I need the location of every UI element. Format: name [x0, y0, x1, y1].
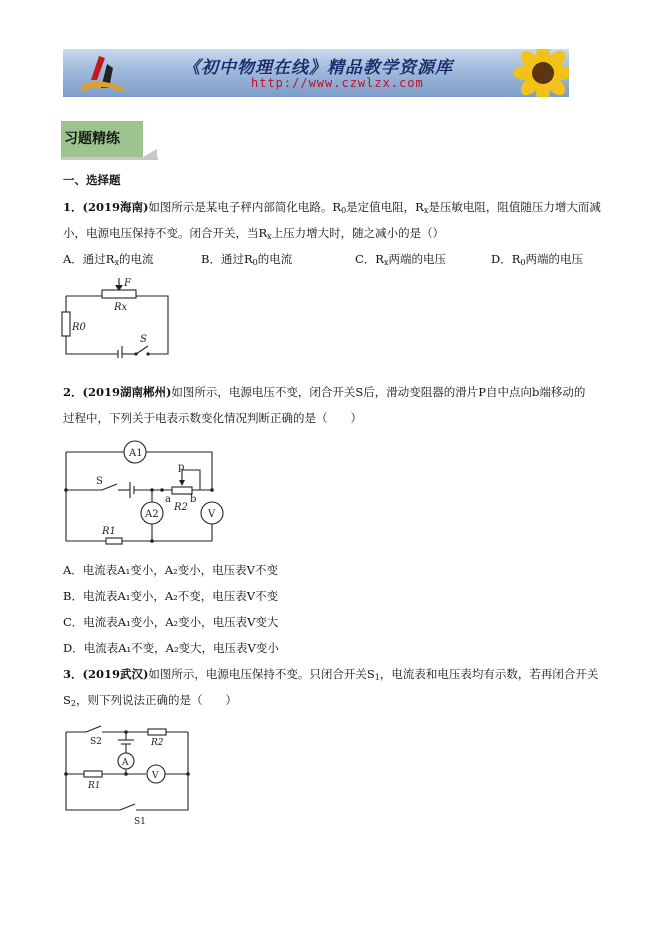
q1-text-c: 是压敏电阻，阻值随压力增大而减	[428, 200, 601, 214]
q2-label-a2: A2	[145, 509, 159, 520]
q1-label-rx: Rx	[114, 302, 128, 313]
q2-label-v: V	[208, 509, 216, 520]
q1-option-b[interactable]	[201, 251, 292, 267]
q1-opt-b-text: B．通过R	[201, 252, 253, 266]
q2-line1	[63, 384, 585, 400]
q3-line2	[63, 692, 237, 712]
banner-url[interactable]: http://www.czwlzx.com	[251, 76, 424, 90]
q1-subx: x	[423, 206, 429, 215]
q1-line2	[63, 225, 444, 245]
q3-label-a: A	[122, 758, 129, 768]
q2-label-p: p	[178, 462, 185, 473]
logo-icon	[77, 54, 127, 94]
q3-label-v: V	[152, 771, 159, 781]
q1-label-s: S	[140, 334, 147, 345]
q3-label-s2: S2	[90, 737, 102, 747]
q3-label-s1: S1	[134, 817, 146, 827]
q3-sub1: 1	[374, 673, 380, 682]
q1-opt-a-sub: x	[114, 258, 119, 267]
q3-text-a: 如图所示，电源电压保持不变。只闭合开关S	[148, 667, 375, 681]
q1-label-r0: R0	[72, 322, 86, 333]
q2-circuit-diagram	[62, 440, 234, 552]
q1-opt-b-sub: 0	[252, 258, 258, 267]
q2-option-a[interactable]: A．电流表A₁变小，A₂变小，电压表V不变	[63, 563, 278, 577]
q3-line2-b: ，则下列说法正确的是（ ）	[75, 693, 237, 707]
q1-text-a: 如图所示是某电子秤内部简化电路。R	[148, 200, 342, 214]
q2-label-r1: R1	[102, 526, 116, 537]
part-title: 一、选择题	[63, 173, 121, 187]
q3-label-r1: R1	[88, 781, 101, 791]
q1-sub0: 0	[341, 206, 347, 215]
q2-option-b[interactable]: B．电流表A₁变小，A₂不变，电压表V不变	[63, 589, 279, 603]
q3-line1	[63, 666, 598, 686]
q1-opt-a-end: 的电流	[118, 252, 154, 266]
q3-text-b: ，电流表和电压表均有示数，若再闭合开关	[379, 667, 599, 681]
q2-number: 2．	[63, 385, 83, 399]
q1-line2-b: 上压力增大时，随之减小的是（）	[271, 226, 445, 240]
q1-line2-a: 小，电源电压保持不变。闭合开关，当R	[63, 226, 268, 240]
q1-line1	[63, 199, 601, 219]
q1-circuit-diagram	[58, 276, 174, 358]
q1-opt-d-sub: 0	[520, 258, 526, 267]
q2-label-b: b	[190, 494, 197, 505]
q1-opt-c-text: C．R	[355, 252, 384, 266]
q3-number: 3．	[63, 667, 83, 681]
q2-label-s: S	[96, 476, 103, 487]
q1-opt-b-end: 的电流	[257, 252, 293, 266]
q3-source: (2019武汉)	[82, 667, 149, 681]
banner-title: 《初中物理在线》精品教学资源库	[183, 58, 453, 78]
section-underline	[61, 157, 158, 160]
q1-opt-d-text: D．R	[491, 252, 521, 266]
q1-option-a[interactable]	[63, 251, 153, 267]
q2-option-d[interactable]: D．电流表A₁不变，A₂变大，电压表V变小	[63, 641, 279, 655]
q2-source: (2019湖南郴州)	[82, 385, 172, 399]
q1-opt-a-text: A．通过R	[63, 252, 115, 266]
section-corner	[143, 149, 157, 157]
q1-opt-d-end: 两端的电压	[525, 252, 583, 266]
q2-label-a: a	[165, 494, 171, 505]
q2-label-a1: A1	[129, 448, 143, 459]
q1-opt-c-sub: x	[383, 258, 389, 267]
q1-opt-c-end: 两端的电压	[388, 252, 446, 266]
q3-sub2: 2	[70, 699, 76, 708]
section-title: 习题精练	[61, 121, 143, 157]
q3-line2-a: S	[63, 693, 71, 707]
q2-text-a: 如图所示，电源电压不变，闭合开关S后，滑动变阻器的滑片P自中点向b端移动的	[171, 385, 586, 399]
header-banner	[63, 49, 569, 97]
q2-label-r2: R2	[174, 502, 188, 513]
q1-text-b: 是定值电阻，R	[346, 200, 424, 214]
q1-label-f: F	[124, 278, 131, 289]
sunflower-icon	[508, 49, 569, 97]
q2-line2: 过程中，下列关于电表示数变化情况判断正确的是（ ）	[63, 411, 362, 425]
q1-source: (2019海南)	[82, 200, 149, 214]
q2-option-c[interactable]: C．电流表A₁变小，A₂变小，电压表V变大	[63, 615, 279, 629]
q1-option-c[interactable]	[355, 251, 446, 267]
q1-line2-sub: x	[267, 232, 272, 241]
q1-option-d[interactable]	[491, 251, 583, 267]
q3-circuit-diagram	[60, 720, 196, 830]
q3-label-r2: R2	[151, 738, 164, 748]
q1-number: 1．	[63, 200, 83, 214]
